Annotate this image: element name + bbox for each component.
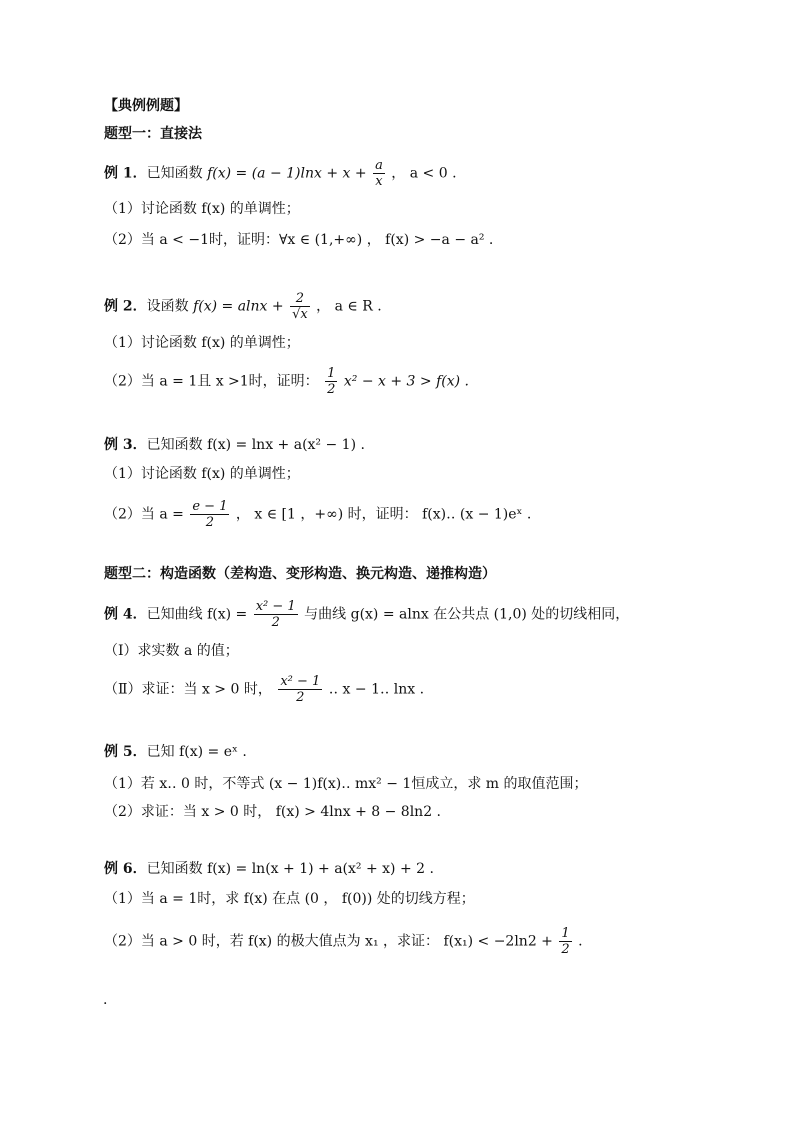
- example-3-question-1: （1）讨论函数 f(x) 的单调性；: [104, 466, 300, 482]
- example-1-stem: 例 1．已知函数 f(x) = (a − 1)lnx + x + $\frac{a}{x}$ ， a < 0 .: [104, 158, 457, 189]
- example-1-question-1: （1）讨论函数 f(x) 的单调性；: [104, 201, 300, 217]
- example-6-fraction: $\frac{1}{2}$: [561, 926, 570, 957]
- example-4-fraction: $\frac{\text{x² − 1}}{2}$: [255, 599, 296, 630]
- example-3-fraction: $\frac{e - 1}{2}$: [192, 499, 228, 530]
- example-5-question-2: （2）求证：当 x > 0 时， f(x) > 4lnx + 8 − 8ln2 .: [104, 804, 441, 820]
- example-5-question-1: （1）若 x‥ 0 时，不等式 (x − 1)f(x)‥ mx² − 1恒成立，求 m 的取值范围；: [104, 776, 588, 792]
- example-4-proof-fraction: $\frac{\text{x² − 1}}{2}$: [280, 674, 321, 705]
- example-6-question-2: （2）当 a > 0 时，若 f(x) 的极大值点为 x₁ ，求证： f(x₁) < −2ln2 + $\frac{1}{2}$ .: [104, 926, 583, 957]
- section-heading: 【典例例题】: [104, 98, 188, 114]
- example-4-question-1: （Ⅰ）求实数 a 的值；: [104, 643, 239, 659]
- example-4-stem: 例 4．已知曲线 f(x) = $\frac{\text{x² − 1}}{2}$ 与曲线 g(x) = alnx 在公共点 (1,0) 处的切线相同，: [104, 599, 630, 630]
- example-6-stem: 例 6．已知函数 f(x) = ln(x + 1) + a(x² + x) + 2 .: [104, 861, 434, 877]
- example-2-question-2: （2）当 a = 1且 x >1时，证明： $\frac{1}{2}$ x² − x + 3 > f(x) .: [104, 366, 469, 397]
- example-4-question-2: （Ⅱ）求证：当 x > 0 时， $\frac{\text{x² − 1}}{2}$ ‥ x − 1‥ lnx .: [104, 674, 425, 705]
- example-3-question-2: （2）当 a = $\frac{e - 1}{2}$ ， x ∈ [1 ，+∞) 时，证明： f(x)‥ (x − 1)eˣ .: [104, 499, 532, 530]
- example-2-half-fraction: $\frac{1}{2}$: [327, 366, 336, 397]
- example-1-question-2: （2）当 a < −1时，证明：∀x ∈ (1,+∞) ， f(x) > −a − a² .: [104, 232, 494, 248]
- example-3-label: 例 3．: [104, 437, 147, 453]
- trailing-dot: .: [103, 992, 108, 1008]
- example-1-fraction: $\frac{a}{x}$: [375, 158, 383, 189]
- type-two-heading: 题型二：构造函数（差构造、变形构造、换元构造、递推构造）: [104, 566, 496, 582]
- example-3-stem: 例 3．已知函数 f(x) = lnx + a(x² − 1) .: [104, 437, 365, 453]
- example-2-question-1: （1）讨论函数 f(x) 的单调性；: [104, 335, 300, 351]
- example-5-label: 例 5．: [104, 744, 147, 760]
- type-one-heading: 题型一：直接法: [104, 126, 202, 142]
- example-2-stem: 例 2．设函数 f(x) = alnx + $\frac{2}{√x}$ ， a ∈ R .: [104, 291, 382, 322]
- example-6-label: 例 6．: [104, 861, 147, 877]
- example-1-label: 例 1．: [104, 165, 147, 182]
- example-5-stem: 例 5．已知 f(x) = eˣ .: [104, 744, 247, 760]
- example-6-question-1: （1）当 a = 1时，求 f(x) 在点 (0 ， f(0)) 处的切线方程；: [104, 891, 475, 907]
- example-4-label: 例 4．: [104, 606, 147, 623]
- example-2-label: 例 2．: [104, 298, 147, 315]
- example-2-fraction: $\frac{2}{√x}$: [292, 291, 308, 322]
